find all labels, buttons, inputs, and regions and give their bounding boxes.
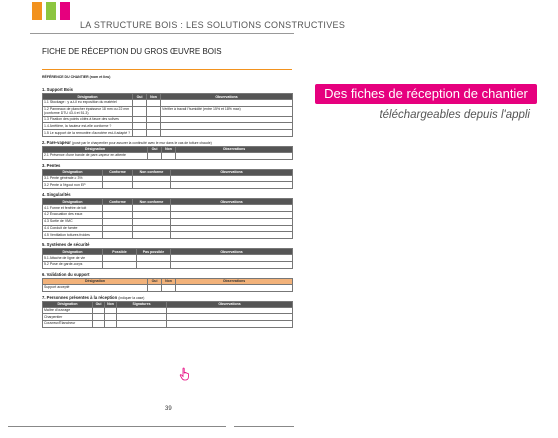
yes-cell[interactable] (148, 284, 162, 291)
header-divider (30, 33, 294, 34)
title-divider (42, 69, 292, 70)
callout-subtitle: téléchargeables depuis l'appli (379, 109, 530, 121)
column-header: Non conforme (133, 169, 171, 175)
signature-cell[interactable] (117, 307, 167, 314)
section-title (42, 140, 292, 145)
column-header: Oui (148, 278, 162, 284)
table-row (43, 182, 293, 189)
section-title: 5. Systèmes de sécurité (42, 242, 90, 248)
table-row (43, 116, 293, 123)
table-row (43, 307, 293, 314)
yes-cell[interactable] (133, 123, 147, 130)
column-header: Oui (93, 301, 105, 307)
table-row (43, 152, 293, 159)
row-label: 4.3 Sortie de VMC (43, 218, 103, 225)
conforme-cell[interactable] (103, 205, 133, 212)
section-table (42, 146, 293, 160)
column-header: Observations (161, 94, 293, 100)
observation-cell[interactable]: Vérifier à travail l'humidité (entre 15% et 18% max) (161, 106, 293, 116)
yes-cell[interactable] (133, 100, 147, 107)
row-label: Maître d'ouvrage (43, 307, 93, 314)
section-table (42, 93, 293, 137)
row-label: 4.5 Ventilation toitures froides (43, 232, 103, 239)
green-tab (46, 2, 56, 20)
no-cell[interactable] (162, 152, 176, 159)
observation-cell[interactable] (161, 130, 293, 137)
observation-cell[interactable] (161, 116, 293, 123)
table-row (43, 205, 293, 212)
no-cell[interactable] (162, 284, 176, 291)
column-header: Non (105, 301, 117, 307)
yes-cell[interactable] (148, 152, 162, 159)
column-header: Observations (171, 249, 293, 255)
no-cell[interactable] (105, 321, 117, 328)
observation-cell[interactable] (176, 284, 293, 291)
row-label: 2.1 Présence d'une bande de pare-vapeur en attente (43, 152, 148, 159)
column-header: Pas possible (137, 249, 171, 255)
section-note: (posé par le charpentier pour assurer la continuité avec le mur dans le cas de toiture chaude) (72, 140, 212, 145)
row-label: Couvreur/Étancheur (43, 321, 93, 328)
observation-cell[interactable] (171, 175, 293, 182)
column-header: Désignation (43, 199, 103, 205)
conforme-cell[interactable] (103, 212, 133, 219)
conforme-cell[interactable] (103, 232, 133, 239)
section-title: 6. Validation du support (42, 271, 90, 277)
table-row (43, 100, 293, 107)
non-conforme-cell[interactable] (133, 225, 171, 232)
column-header: Désignation (43, 94, 133, 100)
possible-cell[interactable] (103, 261, 137, 268)
non-conforme-cell[interactable] (133, 218, 171, 225)
column-header: Conforme (103, 169, 133, 175)
row-label: 1.2 Panneaux de plancher épaisseur 18 mm ou 22 mm (conforme DTU 43.4 et 51.3) (43, 106, 133, 116)
non-conforme-cell[interactable] (133, 205, 171, 212)
possible-cell[interactable] (103, 255, 137, 262)
row-label: Support accepté (43, 284, 148, 291)
row-label: 4.1 Forme et fenêtre de toit (43, 205, 103, 212)
footer-line-right (234, 426, 294, 427)
document-page (20, 2, 346, 430)
no-cell[interactable] (105, 314, 117, 321)
column-header: Désignation (43, 301, 93, 307)
signature-cell[interactable] (117, 321, 167, 328)
row-label: 1.1 Stockage : y a-t-il eu exposition du matériel (43, 100, 133, 107)
no-cell[interactable] (147, 100, 161, 107)
column-header: Désignation (43, 249, 103, 255)
reference-label: RÉFÉRENCE DU CHANTIER (nom et lieu) (42, 75, 111, 79)
section-title (42, 295, 292, 300)
callout-highlight: Des fiches de réception de chantier (315, 84, 537, 104)
table-row (43, 284, 293, 291)
section-table (42, 278, 293, 292)
table-row (43, 321, 293, 328)
column-header: Observations (176, 146, 293, 152)
column-header: Signatures (117, 301, 167, 307)
row-label: 5.1 Attache de ligne de vie (43, 255, 103, 262)
table-row (43, 225, 293, 232)
orange-tab (32, 2, 42, 20)
table-row (43, 212, 293, 219)
observation-cell[interactable] (171, 182, 293, 189)
row-label: 4.2 Évacuation des eaux (43, 212, 103, 219)
observation-cell[interactable] (171, 232, 293, 239)
column-header: Oui (148, 146, 162, 152)
yes-cell[interactable] (133, 130, 147, 137)
non-conforme-cell[interactable] (133, 182, 171, 189)
pas-possible-cell[interactable] (137, 255, 171, 262)
table-row (43, 218, 293, 225)
observation-cell[interactable] (171, 261, 293, 268)
non-conforme-cell[interactable] (133, 212, 171, 219)
section-table (42, 301, 293, 328)
section-title: 4. Singularités (42, 192, 71, 198)
no-cell[interactable] (147, 116, 161, 123)
table-row (43, 106, 293, 116)
observation-cell[interactable] (161, 123, 293, 130)
observation-cell[interactable] (171, 212, 293, 219)
signature-cell[interactable] (117, 314, 167, 321)
row-label: 1.4 Arrêtière, la hauteur est-elle conforme ? (43, 123, 133, 130)
yes-cell[interactable] (93, 314, 105, 321)
column-header: Oui (133, 94, 147, 100)
row-label: 3.1 Pente générale ≥ 3% (43, 175, 103, 182)
column-header: Observations (171, 169, 293, 175)
row-label: 4.4 Conduit de fumée (43, 225, 103, 232)
column-header: Non conforme (133, 199, 171, 205)
observation-cell[interactable] (167, 321, 293, 328)
observation-cell[interactable] (171, 225, 293, 232)
table-row (43, 130, 293, 137)
conforme-cell[interactable] (103, 182, 133, 189)
table-row (43, 123, 293, 130)
column-header: Non (162, 278, 176, 284)
row-label: 5.2 Pose de garde-corps (43, 261, 103, 268)
observation-cell[interactable] (171, 255, 293, 262)
document-title: FICHE DE RÉCEPTION DU GROS ŒUVRE BOIS (42, 47, 222, 56)
table-row (43, 232, 293, 239)
section-table (42, 198, 293, 239)
column-header: Observations (167, 301, 293, 307)
section-title-text: 7. Personnes présentes à la réception (42, 294, 118, 300)
no-cell[interactable] (147, 130, 161, 137)
row-label: Charpentier (43, 314, 93, 321)
no-cell[interactable] (147, 106, 161, 116)
column-header: Désignation (43, 169, 103, 175)
column-header: Non (147, 94, 161, 100)
table-row (43, 175, 293, 182)
section-title-text: 2. Pare-vapeur (42, 139, 71, 145)
no-cell[interactable] (105, 307, 117, 314)
column-header: Désignation (43, 278, 148, 284)
table-row (43, 261, 293, 268)
pink-tab (60, 2, 70, 20)
non-conforme-cell[interactable] (133, 232, 171, 239)
column-header: Observations (176, 278, 293, 284)
observation-cell[interactable] (161, 100, 293, 107)
row-label: 1.3 Fixation des points côtés à fasce des solives (43, 116, 133, 123)
header-title: LA STRUCTURE BOIS : LES SOLUTIONS CONSTRUCTIVES (80, 20, 346, 30)
conforme-cell[interactable] (103, 175, 133, 182)
non-conforme-cell[interactable] (133, 175, 171, 182)
row-label: 3.2 Pente à l'égout non EP (43, 182, 103, 189)
section-title: 1. Support Bois (42, 87, 73, 92)
pas-possible-cell[interactable] (137, 261, 171, 268)
hand-pointer-icon[interactable] (178, 367, 192, 381)
no-cell[interactable] (147, 123, 161, 130)
conforme-cell[interactable] (103, 218, 133, 225)
observation-cell[interactable] (171, 205, 293, 212)
observation-cell[interactable] (167, 314, 293, 321)
table-row (43, 255, 293, 262)
table-row (43, 314, 293, 321)
section-table (42, 248, 293, 269)
yes-cell[interactable] (93, 307, 105, 314)
observation-cell[interactable] (167, 307, 293, 314)
yes-cell[interactable] (93, 321, 105, 328)
row-label: 1.5 Le support de la remontée d'acrotère est-il adapté ? (43, 130, 133, 137)
conforme-cell[interactable] (103, 225, 133, 232)
section-title: 3. Pentes (42, 162, 61, 168)
observation-cell[interactable] (176, 152, 293, 159)
column-header: Désignation (43, 146, 148, 152)
column-header: Non (162, 146, 176, 152)
yes-cell[interactable] (133, 106, 147, 116)
section-table (42, 169, 293, 190)
column-header: Conforme (103, 199, 133, 205)
footer-line-left (8, 426, 226, 427)
column-header: Observations (171, 199, 293, 205)
observation-cell[interactable] (171, 218, 293, 225)
form-content (42, 84, 292, 328)
page-number: 39 (165, 406, 172, 412)
yes-cell[interactable] (133, 116, 147, 123)
section-note: (indiquer la case) (118, 295, 145, 300)
column-header: Possible (103, 249, 137, 255)
